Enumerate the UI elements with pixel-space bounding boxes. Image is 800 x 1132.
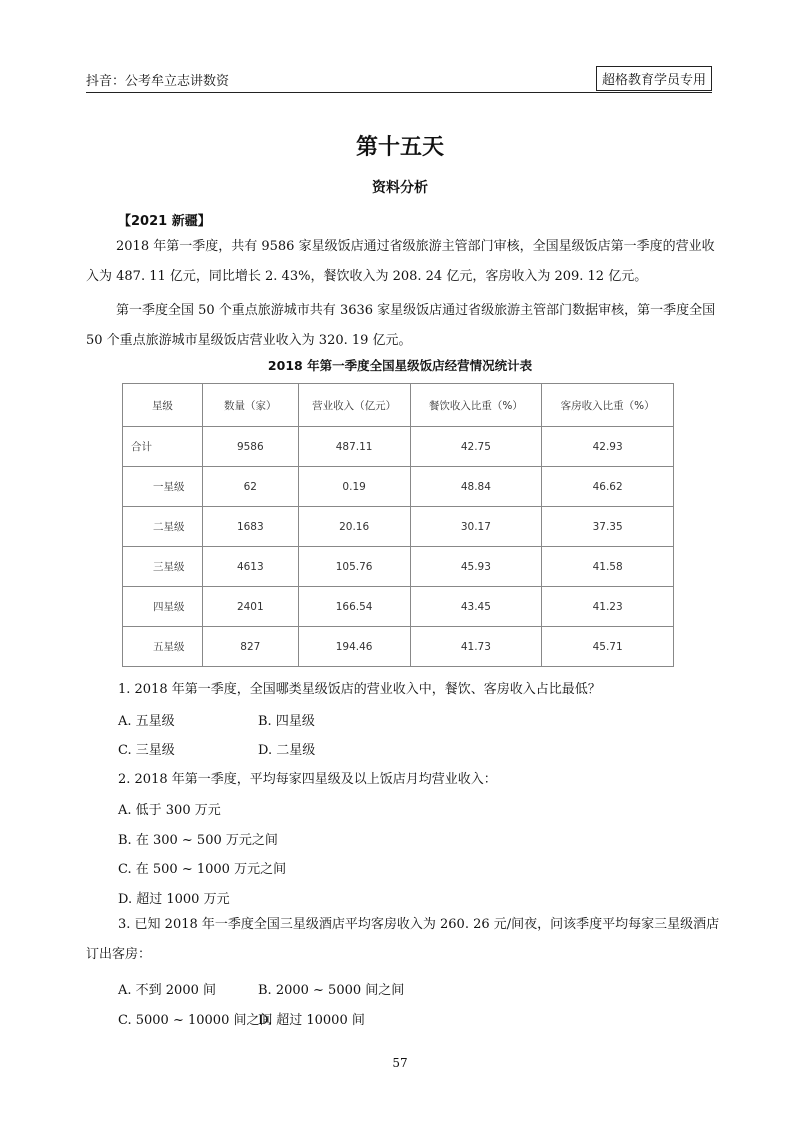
exam-tag: 【2021 新疆】 (118, 214, 211, 229)
question-1: 1. 2018 年第一季度，全国哪类星级饭店的营业收入中，餐饮、客房收入占比最低？ (118, 682, 601, 697)
header-divider (86, 92, 712, 93)
table-row (123, 627, 674, 667)
table-cell: 42.93 (542, 427, 674, 467)
table-cell: 9586 (202, 427, 298, 467)
table-cell: 37.35 (542, 507, 674, 547)
table-row-label: 一星级 (123, 467, 203, 507)
table-row-label: 合计 (123, 427, 203, 467)
q1-option-b[interactable]: B. 四星级 (258, 714, 315, 729)
intro-paragraph-1: 2018 年第一季度，共有 9586 家星级饭店通过省级旅游主管部门审核，全国星级饭店第一季度的营业收入为 487. 11 亿元，同比增长 2. 43%，餐饮收入为 208. 24 亿元，客房收入为 209. 12 亿元。 (86, 239, 715, 284)
table-header-cell: 客房收入比重（%） (542, 384, 674, 427)
table-cell: 45.71 (542, 627, 674, 667)
table-cell: 4613 (202, 547, 298, 587)
table-cell: 62 (202, 467, 298, 507)
table-cell: 105.76 (298, 547, 410, 587)
table-cell: 41.73 (410, 627, 542, 667)
table-cell: 487.11 (298, 427, 410, 467)
table-cell: 1683 (202, 507, 298, 547)
header-badge: 超格教育学员专用 (596, 66, 712, 91)
section-subtitle: 资料分析 (372, 180, 428, 196)
table-row (123, 427, 674, 467)
table-cell: 41.58 (542, 547, 674, 587)
table-row-label: 五星级 (123, 627, 203, 667)
table-cell: 166.54 (298, 587, 410, 627)
q2-option-a[interactable]: A. 低于 300 万元 (118, 803, 221, 818)
intro-paragraph-2: 第一季度全国 50 个重点旅游城市共有 3636 家星级饭店通过省级旅游主管部门数据审核，第一季度全国 50 个重点旅游城市星级饭店营业收入为 320. 19 亿元。 (86, 303, 716, 348)
table-row (123, 507, 674, 547)
page-number: 57 (392, 1056, 408, 1070)
q1-option-c[interactable]: C. 三星级 (118, 743, 175, 758)
table-cell: 46.62 (542, 467, 674, 507)
table-header-cell: 星级 (123, 384, 203, 427)
table-cell: 48.84 (410, 467, 542, 507)
table-row (123, 587, 674, 627)
header-source: 抖音：公考牟立志讲数资 (86, 74, 230, 89)
q3-option-b[interactable]: B. 2000 ~ 5000 间之间 (258, 983, 405, 998)
q2-option-b[interactable]: B. 在 300 ~ 500 万元之间 (118, 833, 278, 848)
question-3: 3. 已知 2018 年一季度全国三星级酒店平均客房收入为 260. 26 元/间夜，问该季度平均每家三星级酒店订出客房： (86, 917, 720, 962)
q3-option-d[interactable]: D. 超过 10000 间 (258, 1013, 365, 1028)
q2-option-d[interactable]: D. 超过 1000 万元 (118, 892, 230, 907)
table-cell: 45.93 (410, 547, 542, 587)
table-cell: 2401 (202, 587, 298, 627)
table-title: 2018 年第一季度全国星级饭店经营情况统计表 (267, 358, 533, 373)
table-header-cell: 营业收入（亿元） (298, 384, 410, 427)
q3-option-c[interactable]: C. 5000 ~ 10000 间之间 (118, 1013, 273, 1028)
table-header-cell: 数量（家） (202, 384, 298, 427)
table-row-label: 四星级 (123, 587, 203, 627)
table-row (123, 467, 674, 507)
q1-option-d[interactable]: D. 二星级 (258, 743, 316, 758)
question-2: 2. 2018 年第一季度，平均每家四星级及以上饭店月均营业收入： (118, 772, 497, 787)
table-header-cell: 餐饮收入比重（%） (410, 384, 542, 427)
table-row (123, 547, 674, 587)
table-row-label: 三星级 (123, 547, 203, 587)
table-cell: 43.45 (410, 587, 542, 627)
q1-option-a[interactable]: A. 五星级 (118, 714, 175, 729)
table-cell: 20.16 (298, 507, 410, 547)
table-header-row (123, 384, 674, 427)
hotel-stats-table (122, 383, 674, 667)
q2-option-c[interactable]: C. 在 500 ~ 1000 万元之间 (118, 862, 287, 877)
table-cell: 30.17 (410, 507, 542, 547)
table-cell: 42.75 (410, 427, 542, 467)
table-row-label: 二星级 (123, 507, 203, 547)
table-cell: 41.23 (542, 587, 674, 627)
page-title: 第十五天 (355, 135, 444, 160)
q3-option-a[interactable]: A. 不到 2000 间 (118, 983, 217, 998)
table-cell: 0.19 (298, 467, 410, 507)
table-cell: 194.46 (298, 627, 410, 667)
table-cell: 827 (202, 627, 298, 667)
